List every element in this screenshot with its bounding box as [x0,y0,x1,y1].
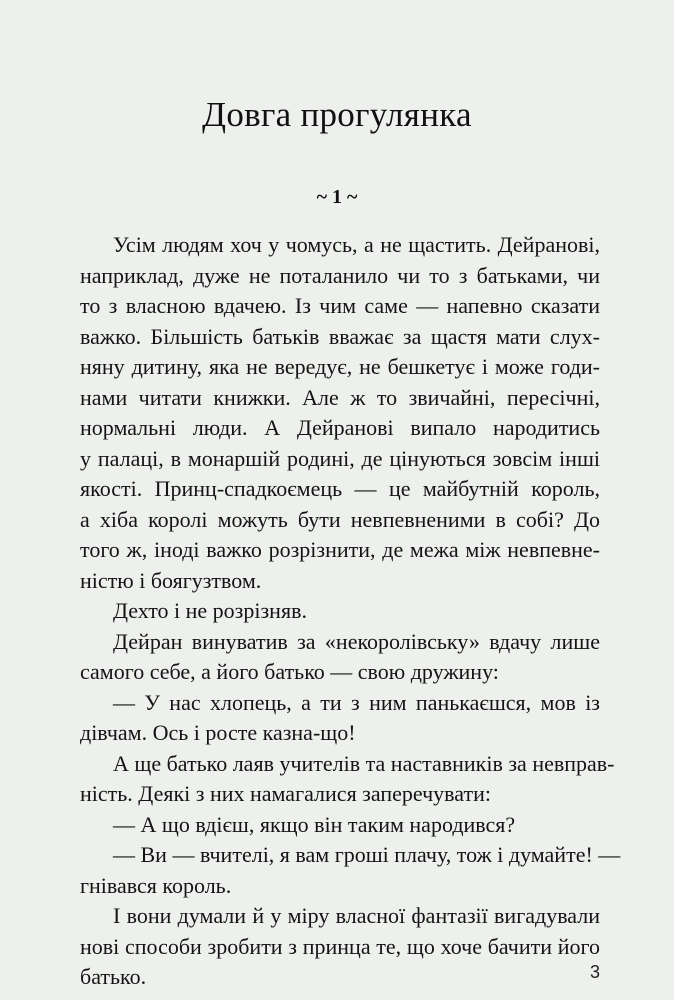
text-line: того ж, іноді важко розрізнити, де межа між невпевне- [80,537,600,562]
text-line: няну дитину, яка не вередує, не бешкетує і може годи- [80,354,600,379]
text-line: батько. [80,964,147,989]
text-line: ність. Деякі з них намагалися заперечувати: [80,781,491,806]
text-line: нормальні люди. А Дейранові випало народитись [80,415,600,440]
body-text [80,230,621,993]
chapter-title: Довга прогулянка [202,95,472,134]
text-line: якості. Принц-спадкоємець — це майбутній король, [80,476,600,501]
text-line: нові способи зробити з принца те, що хоче бачити його [80,933,600,959]
page-number: 3 [589,962,600,982]
text-line: а хіба королі можуть бути невпевненими в собі? До [80,506,600,532]
text-line: дівчам. Ось і росте казна-що! [80,720,356,745]
text-line: — А що вдієш, якщо він таким народився? [113,811,516,837]
text-line: — У нас хлопець, а ти з ним панькаєшся, мов із [113,689,600,715]
text-line: Усім людям хоч у чомусь, а не щастить. Дейранові, [113,232,600,257]
text-line: гнівався король. [80,872,232,898]
text-line: то з власною вдачею. Із чим саме — напевно сказати [80,293,600,318]
text-line: наприклад, дуже не поталанило чи то з батьками, чи [80,262,600,288]
text-line: А ще батько лаяв учителів та наставників за невправ- [113,750,615,776]
chapter-number: ~ 1 ~ [316,186,358,208]
text-line: І вони думали й у міру власної фантазії вигадували [113,903,600,928]
text-line: самого себе, а його батько — свою дружину: [80,659,499,684]
text-line: Дейран винуватив за «некоролівську» вдачу лише [113,628,600,654]
text-line: — Ви — вчителі, я вам гроші плачу, тож і думайте! — [113,842,621,867]
text-line: у палаці, в монаршій родині, де цінуються зовсім інші [80,445,600,471]
text-line: Дехто і не розрізняв. [113,598,307,623]
text-line: ністю і боягузтвом. [80,567,262,593]
text-line: нами читати книжки. Але ж то звичайні, пересічні, [80,384,600,410]
text-line: важко. Більшість батьків вважає за щастя мати слух- [80,323,600,349]
